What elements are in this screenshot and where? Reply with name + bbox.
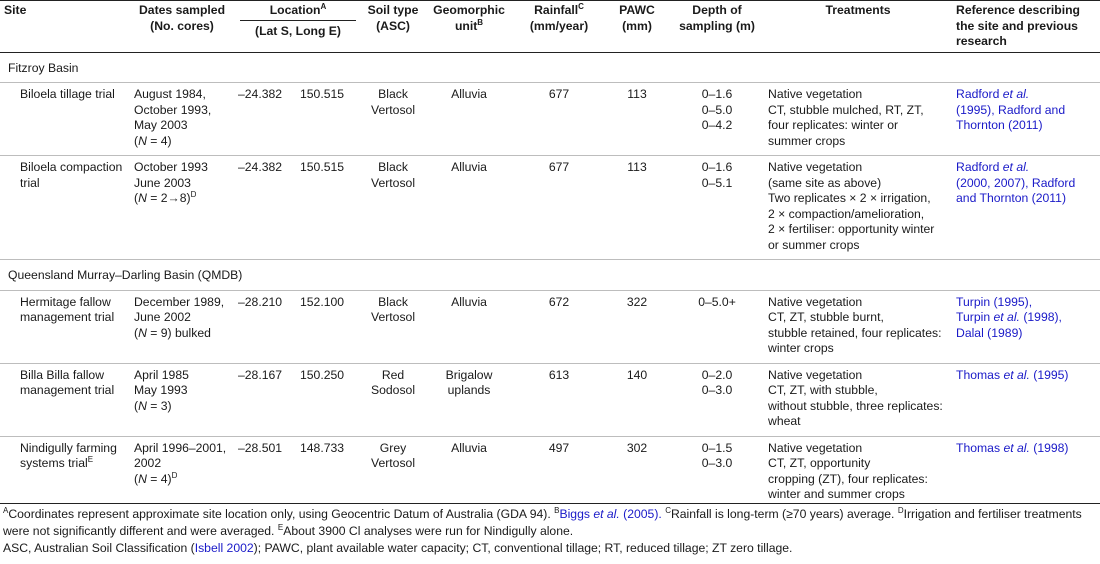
depth-cell: 0–1.5 0–3.0	[701, 440, 733, 470]
pawc-cell: 113	[627, 87, 647, 101]
soil-cell: Grey Vertosol	[370, 440, 416, 470]
lat-cell: –24.382	[238, 87, 283, 101]
header-site: Site	[4, 3, 27, 17]
reference-cell	[952, 363, 1100, 436]
site-table	[0, 3, 1100, 509]
rainfall-cell: 613	[548, 367, 570, 382]
lat-cell: –28.501	[238, 440, 283, 455]
depth-cell: 0–1.6 0–5.1	[701, 160, 733, 190]
treatments-cell: Native vegetation CT, stubble mulched, RT, ZT, four replicates: winter or summer crops	[768, 87, 924, 148]
table-row	[0, 156, 1100, 260]
site-cell: Billa Billa fallow management trial	[20, 367, 115, 397]
rainfall-cell: 497	[548, 440, 570, 455]
header-soil: Soil type (ASC)	[367, 3, 419, 33]
long-cell: 152.100	[300, 294, 345, 309]
long-cell: 150.515	[300, 87, 345, 101]
site-cell: Nindigully farming systems trial$^E$	[20, 440, 117, 470]
header-rainfall: Rainfall$^C$ (mm/year)	[529, 1, 589, 33]
reference-cell	[952, 83, 1100, 156]
reference-link[interactable]: Thomas et al. (1998)	[956, 440, 1069, 455]
header-location: Location$^A$ (Lat S, Long E)	[234, 3, 362, 52]
long-cell: 148.733	[300, 440, 345, 455]
section-qmdb	[0, 260, 1100, 291]
reference-link[interactable]: Radford et al. (1995), Radford and Thornton (2011)	[956, 87, 1066, 132]
section-title: Fitzroy Basin	[8, 60, 79, 75]
dates-cell: August 1984, October 1993, May 2003 (N = 4)	[134, 87, 212, 148]
section-fitzroy	[0, 52, 1100, 83]
long-cell: 150.250	[300, 367, 345, 382]
site-cell: Hermitage fallow management trial	[20, 294, 115, 324]
header-reference: Reference describing the site and previous research	[956, 3, 1080, 48]
reference-cell	[952, 156, 1100, 260]
reference-link[interactable]: Thomas et al. (1995)	[956, 367, 1069, 382]
reference-cell	[952, 436, 1100, 509]
reference-link[interactable]: Turpin (1995), Turpin et al. (1998), Dalal (1989)	[956, 294, 1062, 340]
footnote-d: $^D$Irrigation and fertiliser treatments were not significantly different and were averaged.	[3, 505, 1082, 538]
lat-cell: –24.382	[238, 160, 283, 174]
header-treatments: Treatments	[825, 3, 891, 17]
table-row	[0, 436, 1100, 509]
site-cell: Biloela compaction trial	[20, 160, 123, 190]
header-dates: Dates sampled (No. cores)	[138, 3, 226, 33]
footnote-a: $^A$Coordinates represent approximate site location only, using Geocentric Datum of Australia (GDA 94).	[3, 505, 555, 521]
geo-cell: Alluvia	[451, 294, 487, 309]
long-cell: 150.515	[300, 160, 345, 174]
dates-cell: October 1993 June 2003 (N = 2→8)$^D$	[134, 160, 208, 205]
rainfall-cell: 672	[548, 294, 570, 309]
bottom-rule	[0, 503, 1100, 504]
header-geo: Geomorphic unit$^B$	[433, 3, 505, 33]
footnote-b: $^B$Biggs et al. (2005).	[554, 505, 662, 521]
footnote-abbrev: ASC, Australian Soil Classification (Isbell 2002); PAWC, plant available water capacity; CT, conventional tillage; RT, reduced tillage; ZT zero tillage.	[3, 541, 793, 555]
dates-cell: December 1989, June 2002 (N = 9) bulked	[134, 294, 225, 340]
soil-cell: Red Sodosol	[370, 367, 416, 397]
geo-cell: Brigalow uplands	[445, 367, 493, 397]
header-latlong: (Lat S, Long E)	[255, 23, 341, 38]
table-header	[0, 3, 1100, 52]
footnote-e: $^E$About 3900 Cl analyses were run for Nindigully alone.	[277, 522, 574, 538]
treatments-cell: Native vegetation CT, ZT, stubble burnt, stubble retained, four replicates: winter crops	[768, 294, 942, 355]
pawc-cell: 140	[626, 367, 648, 382]
footnote-c: $^C$Rainfall is long-term (≥70 years) average.	[665, 505, 898, 521]
lat-cell: –28.210	[238, 294, 283, 309]
footnotes	[3, 506, 1097, 557]
rainfall-cell: 677	[548, 160, 570, 174]
section-title: Queensland Murray–Darling Basin (QMDB)	[8, 268, 243, 282]
table-row	[0, 83, 1100, 156]
treatments-cell: Native vegetation CT, ZT, opportunity cropping (ZT), four replicates: winter and summer crops	[768, 440, 928, 501]
pawc-cell: 113	[627, 160, 647, 174]
depth-cell: 0–1.6 0–5.0 0–4.2	[701, 87, 733, 132]
top-rule	[0, 0, 1100, 1]
depth-cell: 0–2.0 0–3.0	[701, 367, 733, 397]
pawc-cell: 302	[626, 440, 648, 455]
site-cell: Biloela tillage trial	[20, 87, 115, 101]
dates-cell: April 1996–2001, 2002 (N = 4)$^D$	[134, 440, 227, 486]
rainfall-cell: 677	[548, 87, 570, 101]
treatments-cell: Native vegetation (same site as above) Two replicates × 2 × irrigation, 2 × compaction/amelioration, 2 × fertiliser: opportunity winter or summer crops	[768, 160, 935, 252]
geo-cell: Alluvia	[451, 87, 487, 101]
table-row	[0, 290, 1100, 363]
footnote-b-link[interactable]: Biggs et al. (2005).	[559, 507, 662, 521]
soil-cell: Black Vertosol	[370, 160, 416, 190]
table-body	[0, 52, 1100, 509]
geo-cell: Alluvia	[451, 440, 487, 455]
isbell-link[interactable]: Isbell 2002	[194, 541, 254, 555]
reference-cell	[952, 290, 1100, 363]
geo-cell: Alluvia	[451, 160, 487, 174]
soil-cell: Black Vertosol	[370, 294, 416, 324]
header-pawc: PAWC (mm)	[619, 3, 655, 33]
depth-cell: 0–5.0+	[698, 294, 736, 309]
lat-cell: –28.167	[238, 367, 283, 382]
table-row	[0, 363, 1100, 436]
header-depth: Depth of sampling (m)	[679, 3, 755, 33]
reference-link[interactable]: Radford et al. (2000, 2007), Radford and Thornton (2011)	[956, 160, 1076, 205]
treatments-cell: Native vegetation CT, ZT, with stubble, without stubble, three replicates: wheat	[768, 367, 943, 428]
soil-cell: Black Vertosol	[370, 87, 416, 117]
pawc-cell: 322	[626, 294, 648, 309]
dates-cell: April 1985 May 1993 (N = 3)	[134, 367, 189, 413]
